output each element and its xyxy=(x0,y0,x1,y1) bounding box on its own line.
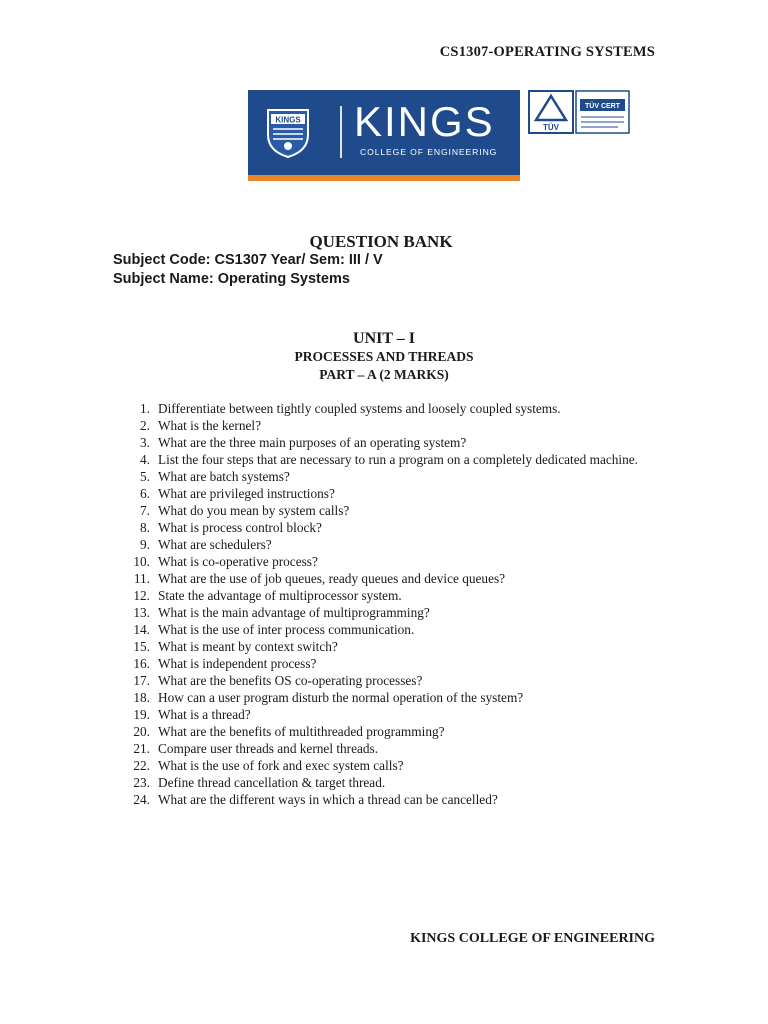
question-number: 23. xyxy=(133,775,150,790)
question-text: List the four steps that are necessary to run a program on a completely dedicated machine. xyxy=(158,452,638,467)
question-text: What is process control block? xyxy=(158,520,322,535)
question-item xyxy=(128,791,668,808)
question-number: 4. xyxy=(140,452,150,467)
question-item xyxy=(128,774,668,791)
question-text: Compare user threads and kernel threads. xyxy=(158,741,379,756)
question-item xyxy=(128,587,668,604)
question-number: 9. xyxy=(140,537,150,552)
subject-name-line: Subject Name: Operating Systems xyxy=(113,271,350,287)
question-item xyxy=(128,485,668,502)
logo-divider xyxy=(340,106,342,158)
question-item xyxy=(128,723,668,740)
question-number: 21. xyxy=(133,741,150,756)
question-item xyxy=(128,604,668,621)
logo-wordmark: KINGS xyxy=(354,98,495,145)
college-logo-banner xyxy=(248,90,520,181)
question-item xyxy=(128,400,668,417)
question-text: How can a user program disturb the normal operation of the system? xyxy=(158,690,524,705)
question-text: Differentiate between tightly coupled systems and loosely coupled systems. xyxy=(158,401,561,416)
question-number: 17. xyxy=(133,673,150,688)
question-text: What is the use of inter process communication. xyxy=(158,622,415,637)
course-header: CS1307-OPERATING SYSTEMS xyxy=(439,44,655,60)
question-item xyxy=(128,672,668,689)
question-item xyxy=(128,757,668,774)
question-text: Define thread cancellation & target thread. xyxy=(158,775,386,790)
question-text: What do you mean by system calls? xyxy=(158,503,350,518)
question-number: 20. xyxy=(133,724,150,739)
document-title: QUESTION BANK xyxy=(309,232,453,251)
question-number: 13. xyxy=(133,605,150,620)
question-number: 18. xyxy=(133,690,150,705)
question-item xyxy=(128,706,668,723)
question-text: What is the use of fork and exec system calls? xyxy=(158,758,404,773)
question-text: What are the use of job queues, ready queues and device queues? xyxy=(158,571,506,586)
question-text: What is a thread? xyxy=(158,707,251,722)
question-text: What is the kernel? xyxy=(158,418,262,433)
question-number: 10. xyxy=(133,554,150,569)
question-number: 19. xyxy=(133,707,150,722)
question-item xyxy=(128,638,668,655)
question-item xyxy=(128,621,668,638)
question-number: 2. xyxy=(140,418,150,433)
crest-text: KINGS xyxy=(275,115,301,125)
question-number: 11. xyxy=(133,571,150,586)
question-number: 15. xyxy=(133,639,150,654)
tuv-cert-label: TÜV CERT xyxy=(585,103,620,110)
question-number: 3. xyxy=(140,435,150,450)
question-text: What is the main advantage of multiprogramming? xyxy=(158,605,430,620)
question-list xyxy=(128,400,668,808)
question-text: What is meant by context switch? xyxy=(158,639,338,654)
logo-subtitle: COLLEGE OF ENGINEERING xyxy=(360,147,498,157)
question-bank-header xyxy=(0,232,768,252)
question-number: 24. xyxy=(133,792,150,807)
question-number: 8. xyxy=(140,520,150,535)
question-text: What are privileged instructions? xyxy=(158,486,335,501)
question-number: 6. xyxy=(140,486,150,501)
question-text: What are schedulers? xyxy=(158,537,272,552)
part-title: PART – A (2 MARKS) xyxy=(319,367,449,382)
question-item xyxy=(128,740,668,757)
subject-code-line: Subject Code: CS1307 Year/ Sem: III / V xyxy=(113,252,383,268)
question-item xyxy=(128,468,668,485)
crest-icon xyxy=(265,107,311,159)
question-item xyxy=(128,519,668,536)
question-item xyxy=(128,570,668,587)
question-text: What are batch systems? xyxy=(158,469,290,484)
question-item xyxy=(128,553,668,570)
question-item xyxy=(128,536,668,553)
unit-title: UNIT – I xyxy=(353,330,415,347)
question-item xyxy=(128,451,668,468)
question-number: 12. xyxy=(133,588,150,603)
question-item xyxy=(128,434,668,451)
question-number: 14. xyxy=(133,622,150,637)
question-text: What is co-operative process? xyxy=(158,554,318,569)
certification-logos xyxy=(528,90,630,134)
question-text: What are the different ways in which a thread can be cancelled? xyxy=(158,792,498,807)
question-number: 16. xyxy=(133,656,150,671)
footer-college: KINGS COLLEGE OF ENGINEERING xyxy=(410,931,655,946)
question-number: 22. xyxy=(133,758,150,773)
tuv-label: TÜV xyxy=(543,123,559,132)
question-item xyxy=(128,689,668,706)
question-item xyxy=(128,655,668,672)
question-text: What are the three main purposes of an operating system? xyxy=(158,435,467,450)
question-text: State the advantage of multiprocessor system. xyxy=(158,588,402,603)
question-number: 1. xyxy=(140,401,150,416)
question-text: What is independent process? xyxy=(158,656,317,671)
unit-topic: PROCESSES AND THREADS xyxy=(294,349,474,364)
question-text: What are the benefits of multithreaded programming? xyxy=(158,724,445,739)
question-item xyxy=(128,502,668,519)
question-number: 5. xyxy=(140,469,150,484)
question-text: What are the benefits OS co-operating processes? xyxy=(158,673,423,688)
question-item xyxy=(128,417,668,434)
question-number: 7. xyxy=(140,503,150,518)
